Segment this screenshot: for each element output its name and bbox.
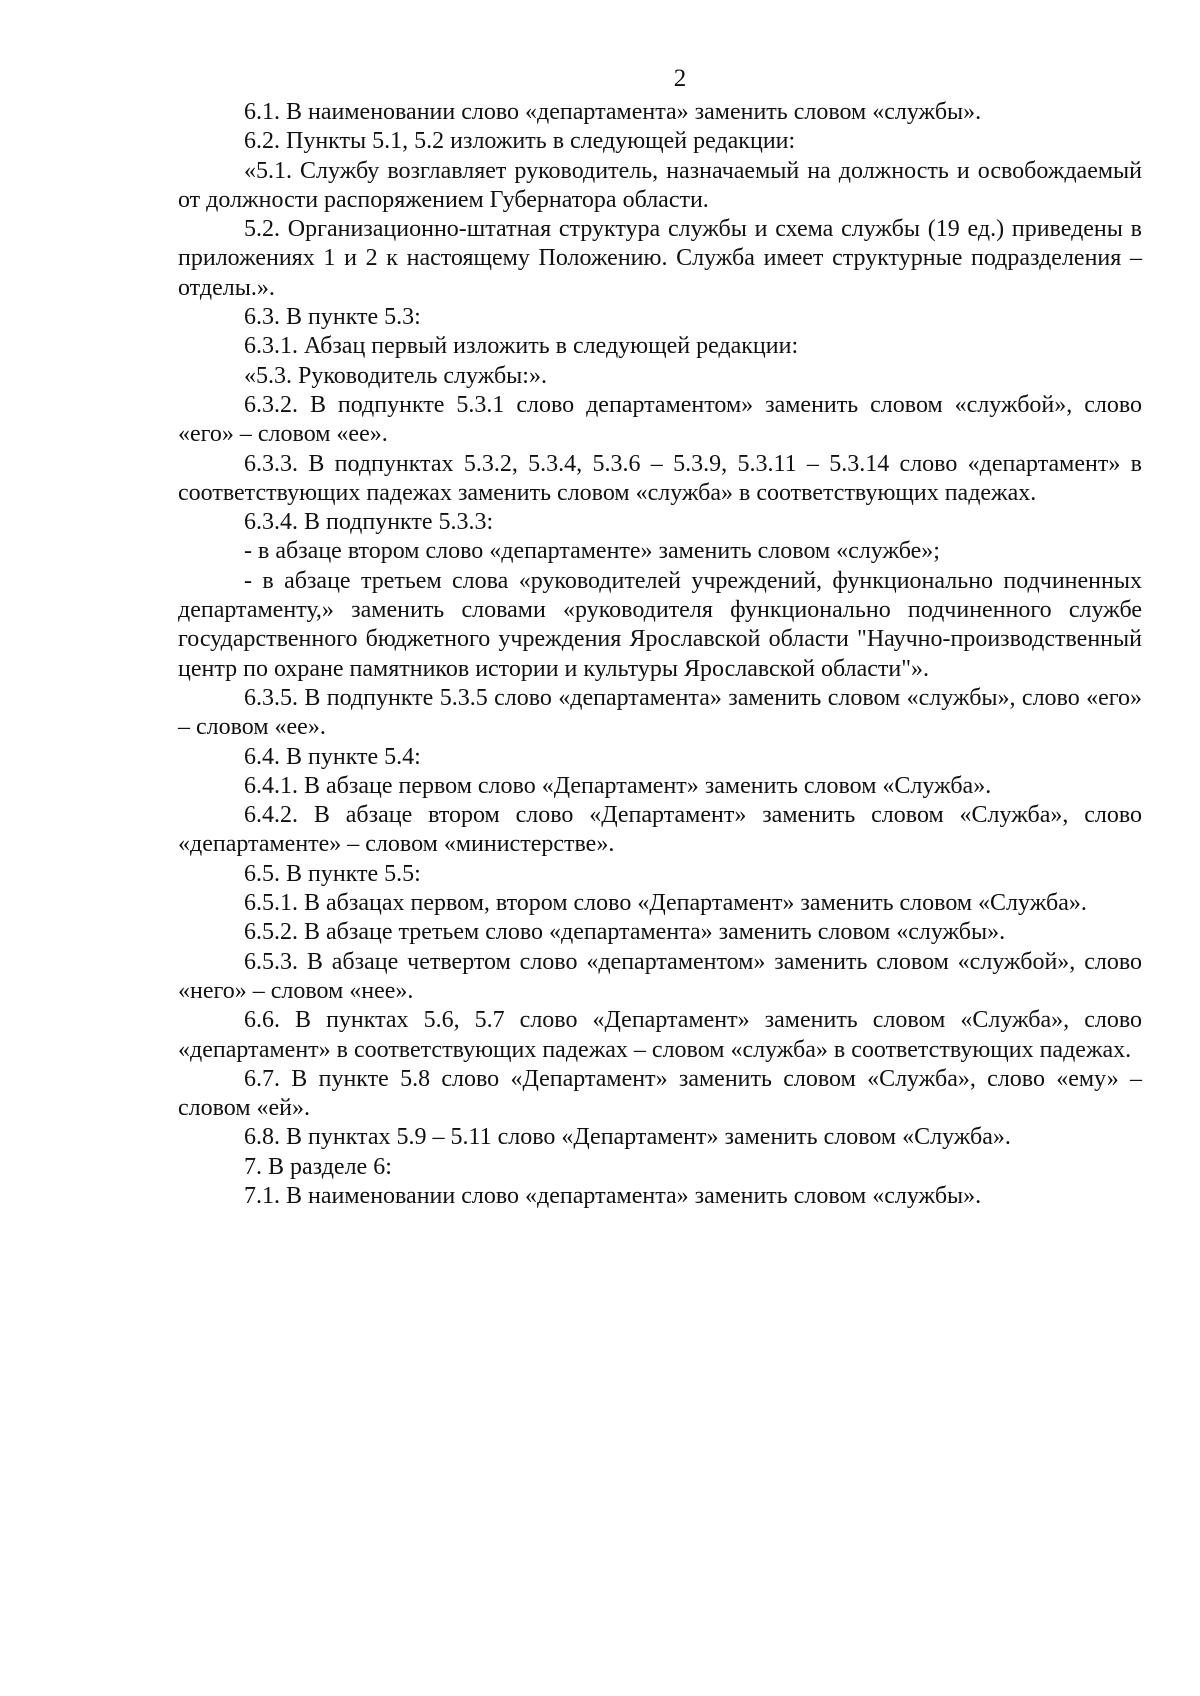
paragraph-6-5-1: 6.5.1. В абзацах первом, втором слово «Департамент» заменить словом «Служба». [244, 890, 1087, 917]
paragraph-6-5-3: 6.5.3. В абзаце четвертом слово «департаментом» заменить словом «службой», слово «него» – словом «нее». [178, 948, 1142, 1004]
paragraph-6-7: 6.7. В пункте 5.8 слово «Департамент» заменить словом «Служба», слово «ему» – словом «ей». [178, 1065, 1142, 1122]
paragraph-6-3-4-item-2: - в абзаце третьем слова «руководителей учреждений, функционально подчиненных департаменту,» заменить словами «руководителя функционально подчиненного службе государственного бюджетного учреждения Ярославской области "Научно-производственный центр по охране памятников истории и культуры Ярославской области"». [178, 567, 1142, 682]
paragraph-6-4: 6.4. В пункте 5.4: [244, 743, 421, 770]
paragraph-5-3-quote: «5.3. Руководитель службы:». [244, 362, 547, 389]
paragraph-6-4-2: 6.4.2. В абзаце втором слово «Департамент» заменить словом «Служба», слово «департаменте» – словом «министерстве». [178, 802, 1142, 858]
paragraph-6-3-4-item-1: - в абзаце втором слово «департаменте» заменить словом «службе»; [244, 538, 940, 565]
paragraph-7: 7. В разделе 6: [244, 1153, 392, 1180]
paragraph-5-2-quote: 5.2. Организационно-штатная структура службы и схема службы (19 ед.) приведены в приложениях 1 и 2 к настоящему Положению. Служба имеет структурные подразделения – отделы.». [178, 216, 1142, 301]
paragraph-6-3-2: 6.3.2. В подпункте 5.3.1 слово департаментом» заменить словом «службой», слово «его» – словом «ее». [178, 391, 1142, 448]
paragraph-6-1: 6.1. В наименовании слово «департамента» заменить словом «службы». [244, 99, 982, 125]
paragraph-6-3-1: 6.3.1. Абзац первый изложить в следующей редакции: [244, 333, 799, 360]
paragraph-6-8: 6.8. В пунктах 5.9 – 5.11 слово «Департамент» заменить словом «Служба». [244, 1124, 1011, 1151]
paragraph-7-1: 7.1. В наименовании слово «департамента» заменить словом «службы». [244, 1182, 982, 1209]
paragraph-6-6: 6.6. В пунктах 5.6, 5.7 слово «Департамент» заменить словом «Служба», слово «департамент» в соответствующих падежах – словом «служба» в соответствующих падежах. [178, 1007, 1142, 1063]
paragraph-6-2: 6.2. Пункты 5.1, 5.2 изложить в следующей редакции: [244, 128, 796, 155]
paragraph-6-3-5: 6.3.5. В подпункте 5.3.5 слово «департамента» заменить словом «службы», слово «его» – словом «ее». [178, 684, 1142, 741]
paragraph-5-1-quote: «5.1. Службу возглавляет руководитель, назначаемый на должность и освобождаемый от должности распоряжением Губернатора области. [178, 157, 1142, 213]
paragraph-6-3: 6.3. В пункте 5.3: [244, 304, 421, 331]
page-number: 2 [673, 65, 687, 92]
paragraph-6-5: 6.5. В пункте 5.5: [244, 860, 421, 887]
paragraph-6-5-2: 6.5.2. В абзаце третьем слово «департамента» заменить словом «службы». [244, 919, 1006, 946]
paragraph-6-4-1: 6.4.1. В абзаце первом слово «Департамент» заменить словом «Служба». [244, 772, 992, 799]
paragraph-6-3-3: 6.3.3. В подпунктах 5.3.2, 5.3.4, 5.3.6 – 5.3.9, 5.3.11 – 5.3.14 слово «департамент» в соответствующих падежах заменить словом «служба» в соответствующих падежах. [178, 450, 1142, 506]
paragraph-6-3-4: 6.3.4. В подпункте 5.3.3: [244, 509, 494, 536]
